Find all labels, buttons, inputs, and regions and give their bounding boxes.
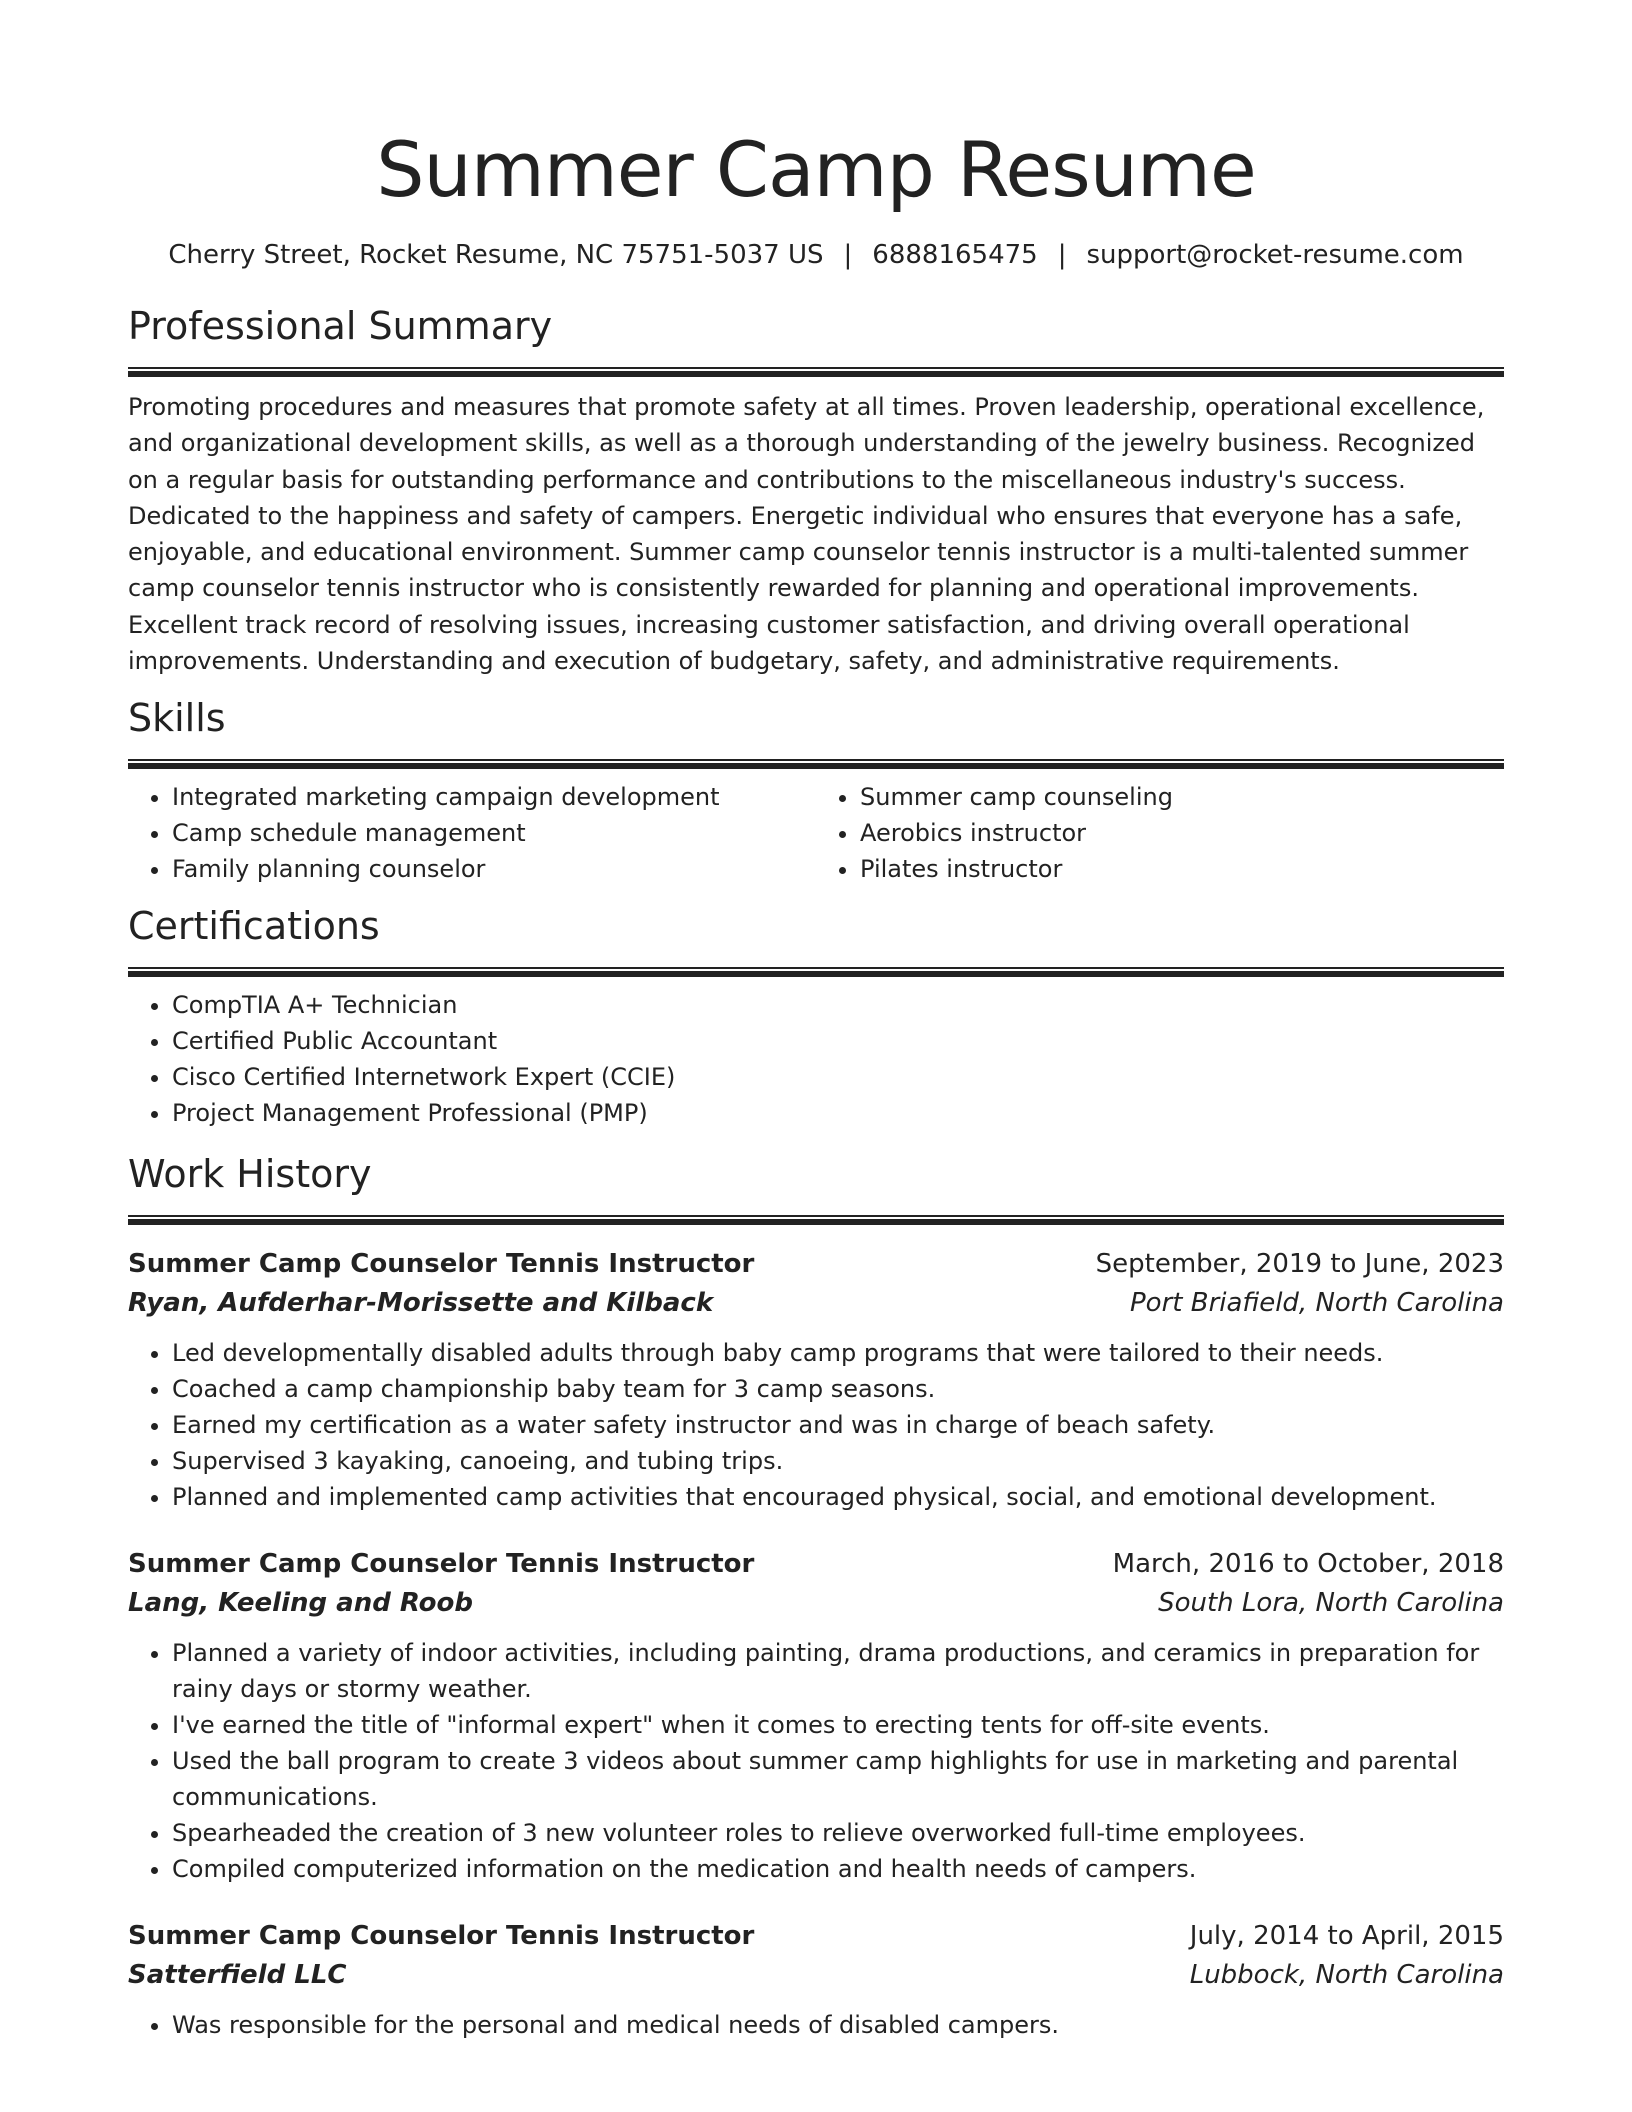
list-item: • Planned a variety of indoor activities, including painting, drama productions, and ceramics in preparation for rainy days or stormy weather. xyxy=(172,1635,1504,1707)
list-item: • Camp schedule management xyxy=(172,815,816,851)
job-subheader-row xyxy=(128,1584,1504,1623)
job-title: Summer Camp Counselor Tennis Instructor xyxy=(128,1249,755,1280)
summary-section xyxy=(128,301,1504,679)
list-item: • Summer camp counseling xyxy=(860,779,1504,815)
job-title: Summer Camp Counselor Tennis Instructor xyxy=(128,1921,755,1952)
job-bullets xyxy=(128,2007,1504,2043)
job-entry xyxy=(128,1545,1504,1887)
list-item: • CompTIA A+ Technician xyxy=(172,987,1504,1023)
job-location: South Lora, North Carolina xyxy=(1158,1588,1504,1619)
job-header-row xyxy=(128,1917,1504,1956)
list-item: • Led developmentally disabled adults through baby camp programs that were tailored to their needs. xyxy=(172,1335,1504,1371)
section-divider xyxy=(128,367,1504,377)
skills-list-right xyxy=(816,779,1504,887)
section-heading-work-history: Work History xyxy=(128,1152,372,1197)
section-divider xyxy=(128,967,1504,977)
job-dates: September, 2019 to June, 2023 xyxy=(1095,1249,1504,1280)
contact-separator: | xyxy=(843,240,853,270)
job-company: Ryan, Aufderhar-Morissette and Kilback xyxy=(128,1288,714,1319)
work-history-section xyxy=(128,1149,1504,2043)
resume-title: Summer Camp Resume xyxy=(376,125,1256,214)
certifications-list xyxy=(128,987,1504,1131)
jobs-list xyxy=(128,1245,1504,2043)
list-item: • Earned my certification as a water safety instructor and was in charge of beach safety. xyxy=(172,1407,1504,1443)
job-company: Lang, Keeling and Roob xyxy=(128,1588,473,1619)
job-subheader-row xyxy=(128,1284,1504,1323)
job-title: Summer Camp Counselor Tennis Instructor xyxy=(128,1549,755,1580)
section-heading-summary: Professional Summary xyxy=(128,304,553,348)
job-bullets xyxy=(128,1335,1504,1515)
job-company: Satterfield LLC xyxy=(128,1960,347,1991)
list-item: • Project Management Professional (PMP) xyxy=(172,1095,1504,1131)
list-item: • Was responsible for the personal and medical needs of disabled campers. xyxy=(172,2007,1504,2043)
contact-address: Cherry Street, Rocket Resume, NC 75751-5037 US xyxy=(168,240,824,270)
list-item: • Spearheaded the creation of 3 new volunteer roles to relieve overworked full-time employees. xyxy=(172,1815,1504,1851)
certifications-section xyxy=(128,901,1504,1131)
skills-list-left xyxy=(128,779,816,887)
list-item: • Family planning counselor xyxy=(172,851,816,887)
contact-separator: | xyxy=(1057,240,1067,270)
job-location: Port Briafield, North Carolina xyxy=(1130,1288,1504,1319)
list-item: • Pilates instructor xyxy=(860,851,1504,887)
job-header-row xyxy=(128,1245,1504,1284)
skills-grid xyxy=(128,769,1504,887)
list-item: • I've earned the title of "informal expert" when it comes to erecting tents for off-site events. xyxy=(172,1707,1504,1743)
job-subheader-row xyxy=(128,1956,1504,1995)
section-divider xyxy=(128,759,1504,769)
list-item: • Integrated marketing campaign development xyxy=(172,779,816,815)
section-divider xyxy=(128,1215,1504,1225)
job-location: Lubbock, North Carolina xyxy=(1189,1960,1504,1991)
summary-text: Promoting procedures and measures that promote safety at all times. Proven leadership, operational excellence, and organizational development skills, as well as a thorough understanding of the jewelry business. Recognized on a regular basis for outstanding performance and contributions to the miscellaneous industry's success. Dedicated to the happiness and safety of campers. Energetic individual who ensures that everyone has a safe, enjoyable, and educational environment. Summer camp counselor tennis instructor is a multi-talented summer camp counselor tennis instructor who is consistently rewarded for planning and operational improvements. Excellent track record of resolving issues, increasing customer satisfaction, and driving overall operational improvements. Understanding and execution of budgetary, safety, and administrative requirements. xyxy=(128,393,1485,676)
section-heading-certifications: Certifications xyxy=(128,904,380,949)
section-heading-skills: Skills xyxy=(128,696,226,741)
list-item: • Aerobics instructor xyxy=(860,815,1504,851)
job-bullets xyxy=(128,1635,1504,1887)
contact-email: support@rocket-resume.com xyxy=(1086,240,1464,270)
job-entry xyxy=(128,1917,1504,2043)
job-dates: July, 2014 to April, 2015 xyxy=(1189,1921,1504,1952)
list-item: • Used the ball program to create 3 videos about summer camp highlights for use in marketing and parental communications. xyxy=(172,1743,1504,1815)
list-item: • Cisco Certified Internetwork Expert (CCIE) xyxy=(172,1059,1504,1095)
contact-phone: 6888165475 xyxy=(872,240,1038,270)
skills-section xyxy=(128,693,1504,887)
job-header-row xyxy=(128,1545,1504,1584)
contact-line xyxy=(128,235,1504,275)
job-dates: March, 2016 to October, 2018 xyxy=(1112,1549,1504,1580)
list-item: • Certified Public Accountant xyxy=(172,1023,1504,1059)
list-item: • Coached a camp championship baby team for 3 camp seasons. xyxy=(172,1371,1504,1407)
list-item: • Planned and implemented camp activities that encouraged physical, social, and emotional development. xyxy=(172,1479,1504,1515)
list-item: • Compiled computerized information on the medication and health needs of campers. xyxy=(172,1851,1504,1887)
job-entry xyxy=(128,1245,1504,1515)
list-item: • Supervised 3 kayaking, canoeing, and tubing trips. xyxy=(172,1443,1504,1479)
